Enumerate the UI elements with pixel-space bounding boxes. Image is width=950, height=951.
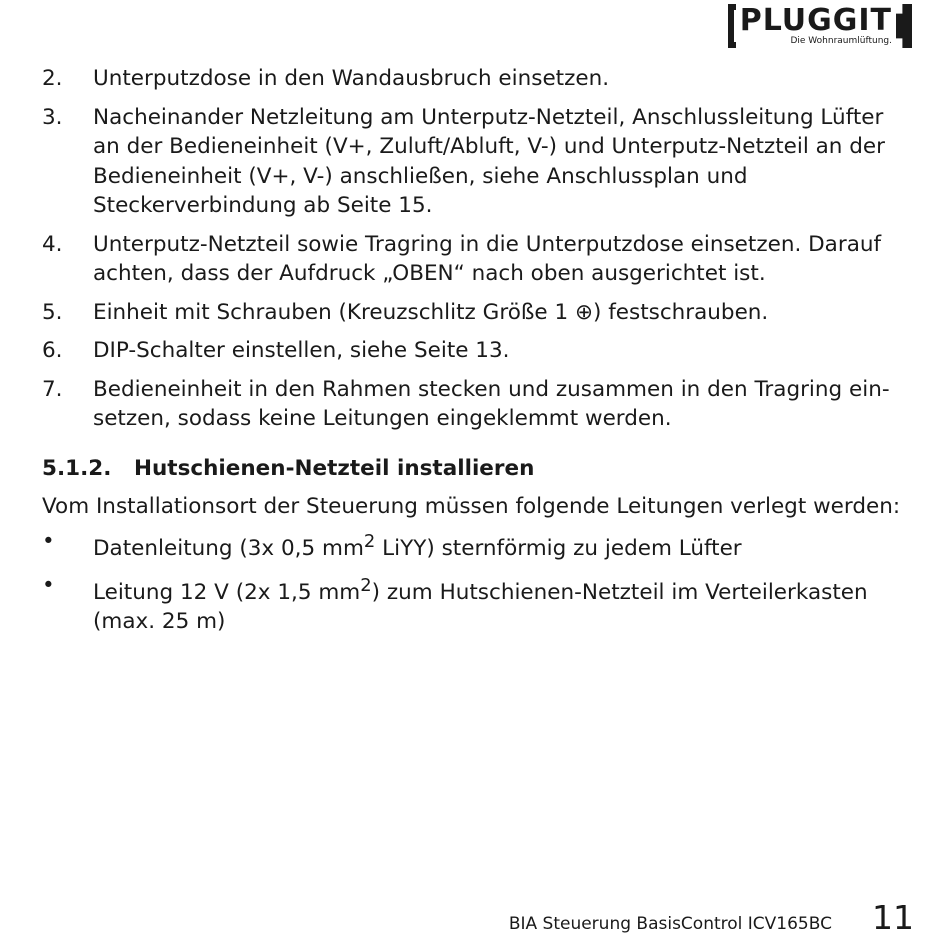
step-item (42, 103, 912, 221)
page-footer (509, 898, 914, 937)
bullet-text-part: LiYY) sternförmig zu jedem Lüfter (375, 536, 742, 562)
bullet-text-part: Datenleitung (3x 0,5 mm (93, 536, 364, 562)
section-heading (42, 454, 912, 484)
bullet-text (93, 527, 912, 564)
bullet-item (42, 571, 912, 637)
step-item (42, 336, 912, 366)
logo-tagline: Die Wohnraumlüftung. (790, 36, 892, 46)
bullet-item (42, 527, 912, 564)
pluggit-logo (728, 4, 912, 48)
step-text: Unterputzdose in den Wandausbruch einsetzen. (93, 66, 610, 91)
logo-bracket-right (896, 4, 912, 48)
bullet-mark: • (42, 572, 55, 598)
step-text: Unterputz-Netzteil sowie Tragring in die Unterputzdose einsetzen. Darauf achten, dass der Aufdruck „OBEN“ nach oben ausgerichtet ist. (93, 231, 882, 286)
bullet-text (93, 571, 912, 637)
logo-word: PLUGGIT (739, 3, 892, 38)
logo-text (739, 3, 892, 46)
step-text: DIP-Schalter einstellen, siehe Seite 13. (93, 338, 510, 363)
step-number: 3. (42, 104, 63, 130)
section-title: Hutschienen-Netzteil installieren (134, 455, 535, 481)
step-item (42, 375, 912, 434)
step-number: 2. (42, 66, 63, 91)
step-item (42, 298, 912, 328)
bullet-text-part: ) zum Hutschienen-Netzteil im Verteilerkasten (max. 25 m) (93, 579, 868, 635)
step-number: 6. (42, 338, 63, 363)
logo-bracket-left (728, 4, 736, 48)
superscript: 2 (363, 531, 376, 552)
step-text: Einheit mit Schrauben (Kreuzschlitz Größe 1 ⊕) festschrauben. (93, 299, 769, 325)
section-intro: Vom Installationsort der Steuerung müssen folgende Leitungen verlegt werden: (42, 493, 901, 519)
section-number: 5.1.2. (42, 455, 112, 481)
step-item (42, 230, 912, 289)
superscript: 2 (360, 574, 372, 596)
step-number: 5. (42, 299, 63, 325)
bullet-text-part: Leitung 12 V (2x 1,5 mm (93, 579, 361, 605)
page-number: 11 (872, 898, 914, 937)
page-content (42, 64, 912, 644)
step-text: Bedieneinheit in den Rahmen stecken und zusammen in den Tragring ein-setzen, sodass keine Leitungen eingeklemmt werden. (93, 376, 890, 431)
step-number: 7. (42, 376, 63, 402)
footer-title: BIA Steuerung BasisControl ICV165BC (508, 914, 832, 934)
step-item (42, 64, 912, 94)
bullet-mark: • (42, 529, 55, 554)
step-list (42, 64, 912, 434)
step-number: 4. (42, 231, 63, 257)
step-text: Nacheinander Netzleitung am Unterputz-Netzteil, Anschlussleitung Lüfter an der Bedieneinheit (V+, Zuluft/Abluft, V-) und Unterputz-Netzteil an der Bedieneinheit (V+, V-) anschließen, siehe Anschlussplan und Steckerverbindung ab Seite 15. (93, 104, 885, 218)
